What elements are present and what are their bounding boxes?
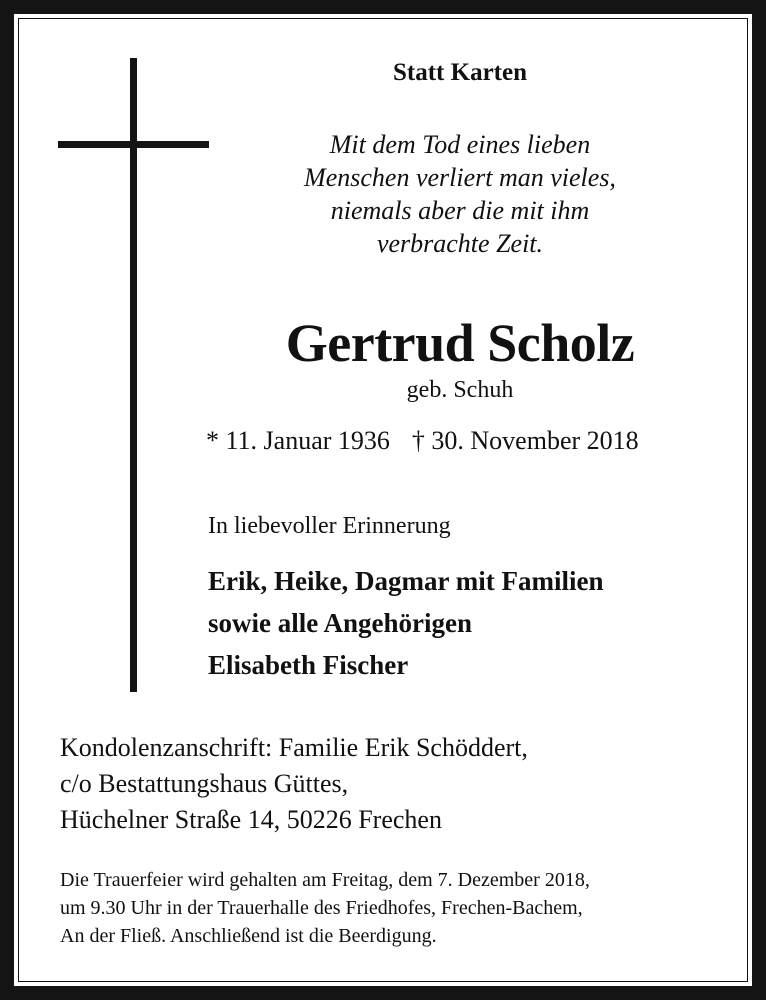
quote-line: Menschen verliert man vieles, <box>304 163 616 192</box>
remembrance-text: In liebevoller Erinnerung <box>208 513 451 539</box>
maiden-name: geb. Schuh <box>406 377 514 403</box>
quote-line: niemals aber die mit ihm <box>330 196 590 225</box>
mourners-list <box>208 560 728 686</box>
death-date: † 30. November 2018 <box>411 426 639 455</box>
address-line: Kondolenzanschrift: Familie Erik Schöddert, <box>60 733 528 762</box>
deceased-name: Gertrud Scholz <box>285 313 635 373</box>
mourner-line: sowie alle Angehörigen <box>208 608 472 638</box>
life-dates <box>206 424 726 458</box>
memorial-quote <box>258 128 662 260</box>
cross-icon-vertical-beam <box>130 58 137 692</box>
ceremony-line: um 9.30 Uhr in der Trauerhalle des Friedhofes, Frechen-Bachem, <box>60 897 583 919</box>
cross-icon-horizontal-beam <box>58 141 209 148</box>
ceremony-line: Die Trauerfeier wird gehalten am Freitag, dem 7. Dezember 2018, <box>60 869 590 891</box>
ceremony-line: An der Fließ. Anschließend ist die Beerdigung. <box>60 925 437 947</box>
funeral-ceremony-info <box>60 866 740 950</box>
header-title: Statt Karten <box>393 59 527 86</box>
address-line: Hüchelner Straße 14, 50226 Frechen <box>60 805 442 834</box>
mourner-line: Erik, Heike, Dagmar mit Familien <box>208 566 604 596</box>
quote-line: verbrachte Zeit. <box>376 229 544 258</box>
address-line: c/o Bestattungshaus Güttes, <box>60 769 349 798</box>
quote-line: Mit dem Tod eines lieben <box>329 130 591 159</box>
birth-date: * 11. Januar 1936 <box>206 426 390 455</box>
condolence-address <box>60 730 740 838</box>
mourner-line: Elisabeth Fischer <box>208 650 409 680</box>
